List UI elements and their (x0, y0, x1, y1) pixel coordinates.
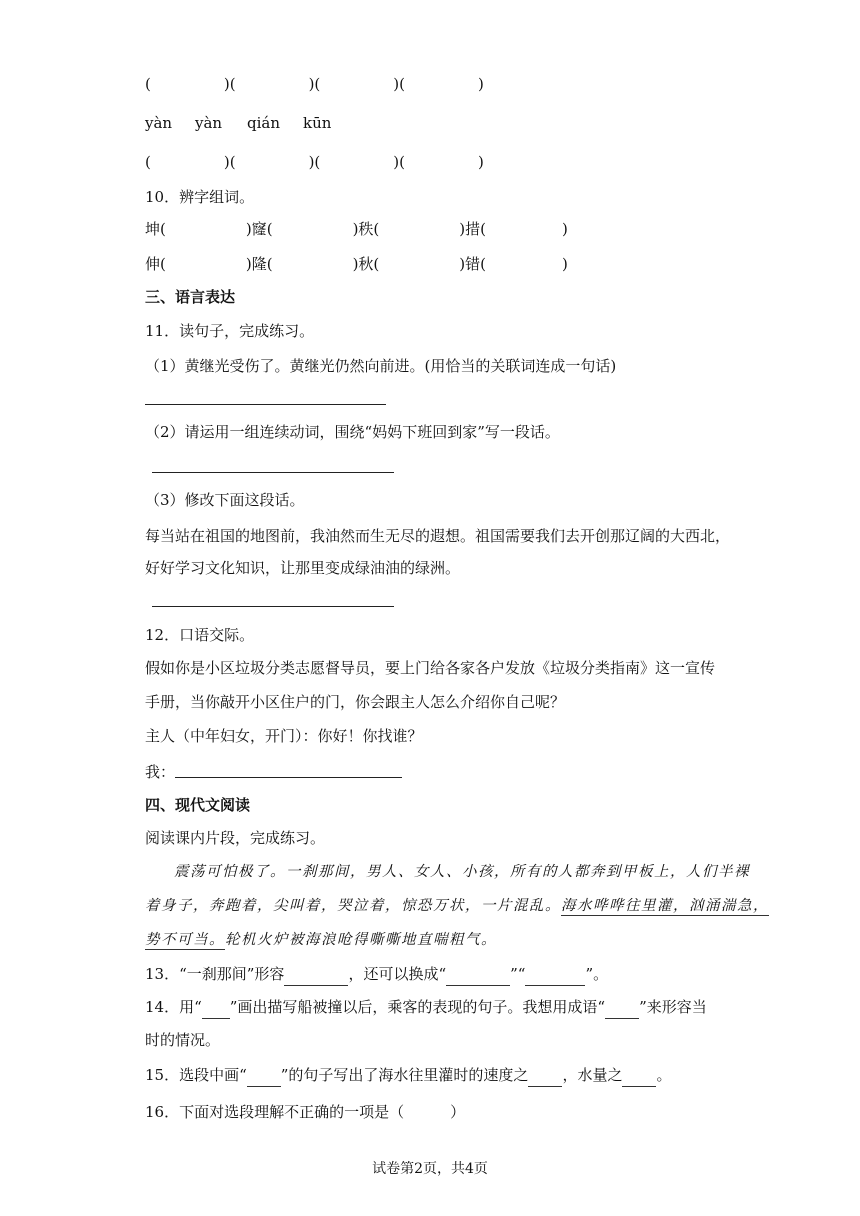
q12-host-line: 主人（中年妇女，开门）：你好！你找谁？ (145, 727, 423, 745)
q11-part1: （1）黄继光受伤了。黄继光仍然向前进。(用恰当的关联词连成一句话) (145, 357, 617, 375)
answer-line[interactable] (175, 777, 402, 778)
answer-line[interactable] (152, 472, 394, 473)
pinyin-item: yàn (145, 114, 173, 132)
q12-me-line: 我： (145, 763, 176, 781)
q14-line2: 时的情况。 (145, 1031, 221, 1049)
pinyin-row (145, 113, 331, 133)
q11-part3-text-line1: 每当站在祖国的地图前，我油然而生无尽的遐想。祖国需要我们去开创那辽阔的大西北， (145, 527, 731, 545)
section-heading-4: 四、现代文阅读 (145, 796, 251, 814)
paren-row-top: ( )( )( )( ) (145, 75, 484, 93)
q15-line: 15．选段中画“ ”的句子写出了海水往里灌时的速度之 ，水量之 。 (145, 1065, 671, 1087)
q11-title: 11．读句子，完成练习。 (145, 322, 315, 340)
q12-title: 12．口语交际。 (145, 626, 255, 644)
answer-blank[interactable] (202, 997, 230, 1019)
passage-line2: 着身子，奔跑着，尖叫着，哭泣着，惊恐万状，一片混乱。海水哗哗往里灌，汹涌湍急， (145, 898, 769, 914)
passage-line1: 震荡可怕极了。一刹那间，男人、女人、小孩，所有的人都奔到甲板上，人们半裸 (174, 864, 750, 880)
answer-blank[interactable] (446, 964, 510, 986)
q12-text-line1: 假如你是小区垃圾分类志愿督导员，要上门给各家各户发放《垃圾分类指南》这一宣传 (145, 659, 716, 677)
q12-text-line2: 手册，当你敲开小区住户的门，你会跟主人怎么介绍你自己呢？ (145, 693, 566, 711)
underlined-sentence: 海水哗哗往里灌，汹涌湍急， (561, 898, 769, 914)
answer-line[interactable] (152, 606, 394, 607)
page-footer: 试卷第2页，共4页 (372, 1161, 488, 1177)
answer-blank[interactable] (605, 997, 639, 1019)
q14-line1: 14．用“ ”画出描写船被撞以后，乘客的表现的句子。我想用成语“ ”来形容当 (145, 997, 707, 1019)
q10-row1: 坤( )窿( )秩( )措( ) (145, 220, 568, 238)
answer-blank[interactable] (525, 964, 585, 986)
answer-blank[interactable] (284, 964, 348, 986)
answer-blank[interactable] (528, 1065, 562, 1087)
paren-row-bottom: ( )( )( )( ) (145, 153, 484, 171)
underlined-sentence: 势不可当。 (145, 932, 225, 948)
answer-blank[interactable] (622, 1065, 656, 1087)
q11-part3-text-line2: 好好学习文化知识，让那里变成绿油油的绿洲。 (145, 559, 461, 577)
answer-blank[interactable] (247, 1065, 281, 1087)
section-heading-3: 三、语言表达 (145, 288, 236, 306)
q11-part3: （3）修改下面这段话。 (145, 491, 305, 509)
q13-line: 13．“一刹那间”形容 ，还可以换成“ ”“ ”。 (145, 964, 608, 986)
q16-line: 16．下面对选段理解不正确的一项是（ ） (145, 1103, 466, 1121)
pinyin-item: qián (247, 114, 281, 132)
pinyin-item: yàn (195, 114, 223, 132)
q10-row2: 伸( )隆( )秋( )错( ) (145, 255, 568, 273)
q10-title: 10．辨字组词。 (145, 188, 255, 206)
passage-line3: 势不可当。轮机火炉被海浪呛得嘶嘶地直喘粗气。 (145, 932, 497, 948)
answer-line[interactable] (145, 404, 386, 405)
pinyin-item: kūn (303, 114, 332, 132)
reading-intro: 阅读课内片段，完成练习。 (145, 829, 326, 847)
q11-part2: （2）请运用一组连续动词，围绕“妈妈下班回到家”写一段话。 (145, 423, 560, 441)
